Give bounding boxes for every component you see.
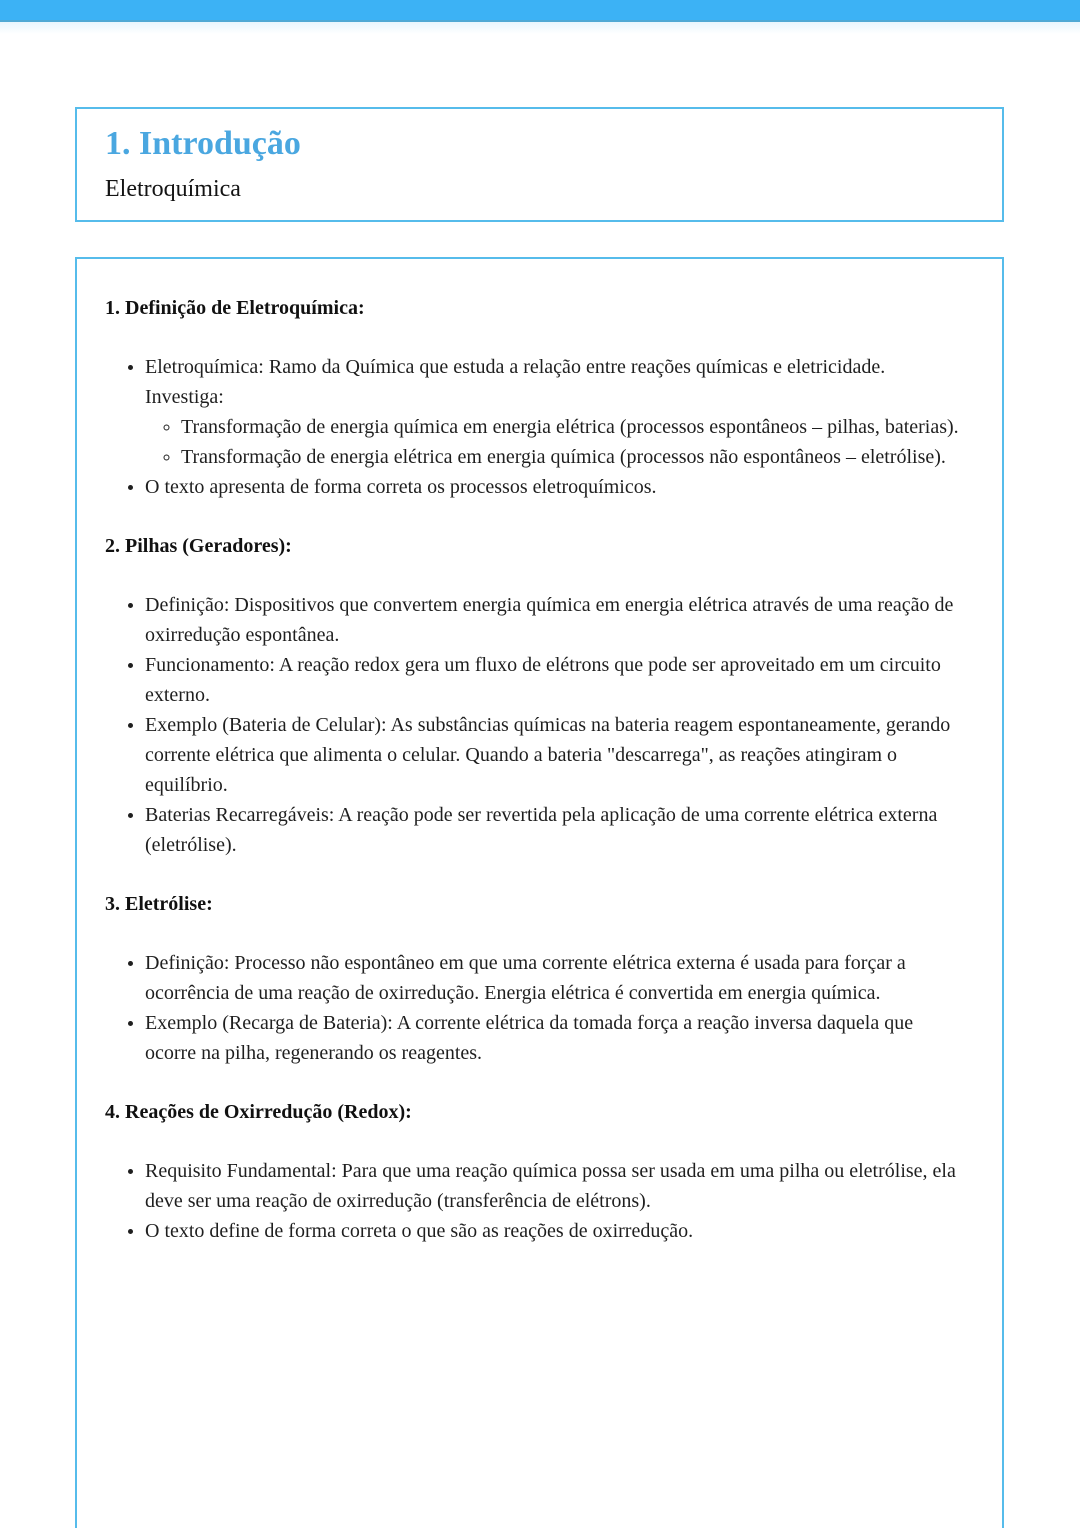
sub-list-item: ◦ Transformação de energia química em energia elétrica (processos espontâneos – pilhas, baterias). [181, 412, 969, 442]
sub-bullet-list [145, 412, 969, 472]
document-page [0, 107, 1080, 1528]
section-heading-4: 4. Reações de Oxirredução (Redox): [105, 1100, 412, 1123]
sub-list-item: ◦ Transformação de energia elétrica em energia química (processos não espontâneos – eletrólise). [181, 442, 969, 472]
list-item: • O texto apresenta de forma correta os processos eletroquímicos. [145, 472, 969, 502]
bullet-list-2 [105, 590, 969, 860]
list-item-text: Eletroquímica: Ramo da Química que estuda a relação entre reações químicas e eletricidade. Investiga: [145, 355, 886, 408]
page-subtitle: Eletroquímica [105, 175, 241, 202]
top-accent-fade [0, 22, 1080, 34]
list-item: • Definição: Processo não espontâneo em que uma corrente elétrica externa é usada para forçar a ocorrência de uma reação de oxirredução. Energia elétrica é convertida em energia química. [145, 948, 969, 1008]
list-item: • O texto define de forma correta o que são as reações de oxirredução. [145, 1216, 969, 1246]
section-heading-2: 2. Pilhas (Geradores): [105, 534, 292, 557]
list-item: • Baterias Recarregáveis: A reação pode ser revertida pela aplicação de uma corrente elétrica externa (eletrólise). [145, 800, 969, 860]
list-item: • Exemplo (Bateria de Celular): As substâncias químicas na bateria reagem espontaneamente, gerando corrente elétrica que alimenta o celular. Quando a bateria "descarrega", as reações atingiram o equilíbrio. [145, 710, 969, 800]
list-item [145, 352, 969, 472]
bullet-list-3 [105, 948, 969, 1068]
list-item: • Funcionamento: A reação redox gera um fluxo de elétrons que pode ser aproveitado em um circuito externo. [145, 650, 969, 710]
page-title: 1. Introdução [105, 125, 301, 162]
section-heading-3: 3. Eletrólise: [105, 892, 213, 915]
list-item: • Requisito Fundamental: Para que uma reação química possa ser usada em uma pilha ou eletrólise, ela deve ser uma reação de oxirredução (transferência de elétrons). [145, 1156, 969, 1216]
content-card [75, 257, 1004, 1528]
top-accent-bar [0, 0, 1080, 22]
bullet-list-4 [105, 1156, 969, 1246]
section-heading-1: 1. Definição de Eletroquímica: [105, 296, 365, 319]
bullet-list-1 [105, 352, 969, 502]
header-card [75, 107, 1004, 222]
list-item: • Exemplo (Recarga de Bateria): A corrente elétrica da tomada força a reação inversa daquela que ocorre na pilha, regenerando os reagentes. [145, 1008, 969, 1068]
list-item: • Definição: Dispositivos que convertem energia química em energia elétrica através de uma reação de oxirredução espontânea. [145, 590, 969, 650]
